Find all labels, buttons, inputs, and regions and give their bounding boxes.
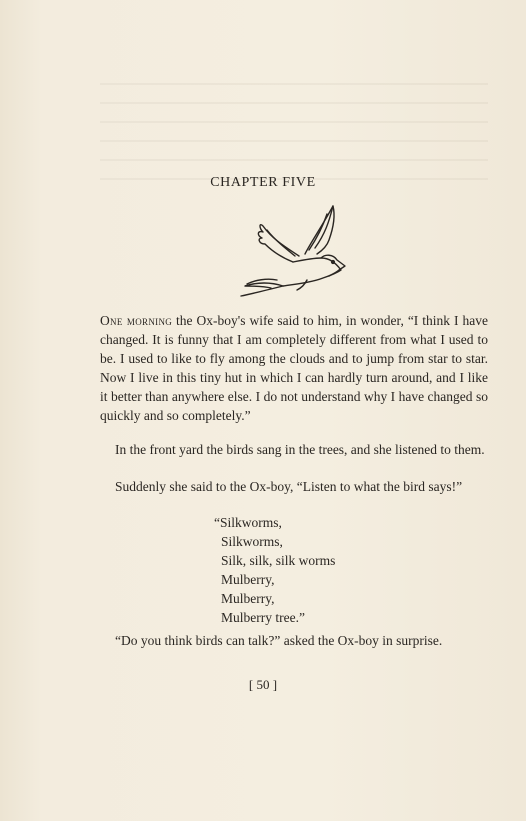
paragraph-4-text: “Do you think birds can talk?” asked the Ox-boy in surprise. — [115, 633, 443, 648]
paragraph-1-text: the Ox-boy's wife said to him, in wonder, “I think I have changed. It is funny that I am completely different from what I used to be. I used to like to fly among the clouds and to jump from star to star. Now I live in this tiny hut in which I can hardly turn around, and I like it better than anywhere else. I do not understand why I have changed so quickly and so completely.” — [100, 313, 489, 423]
verse-line: “Silkworms, — [214, 515, 282, 530]
verse-line: Mulberry, — [221, 572, 275, 587]
paragraph-2-text: In the front yard the birds sang in the trees, and she listened to them. — [115, 442, 485, 457]
bird-icon — [237, 200, 349, 300]
paragraph-3 — [100, 477, 488, 496]
page-number: [ 50 ] — [248, 677, 278, 692]
verse-line: Silk, silk, silk worms — [221, 553, 336, 568]
show-through-texture — [100, 70, 488, 190]
verse-line: Mulberry tree.” — [221, 610, 305, 625]
verse-line: Mulberry, — [221, 591, 275, 606]
paragraph-4 — [100, 631, 488, 650]
bird-song-verse — [214, 513, 335, 627]
paragraph-3-text: Suddenly she said to the Ox-boy, “Listen to what the bird says!” — [115, 479, 463, 494]
paragraph-1 — [100, 311, 488, 425]
paragraph-2 — [100, 440, 488, 459]
lead-in-small-caps: One morning — [100, 313, 173, 328]
verse-line: Silkworms, — [221, 534, 283, 549]
chapter-title: CHAPTER FIVE — [210, 175, 316, 190]
